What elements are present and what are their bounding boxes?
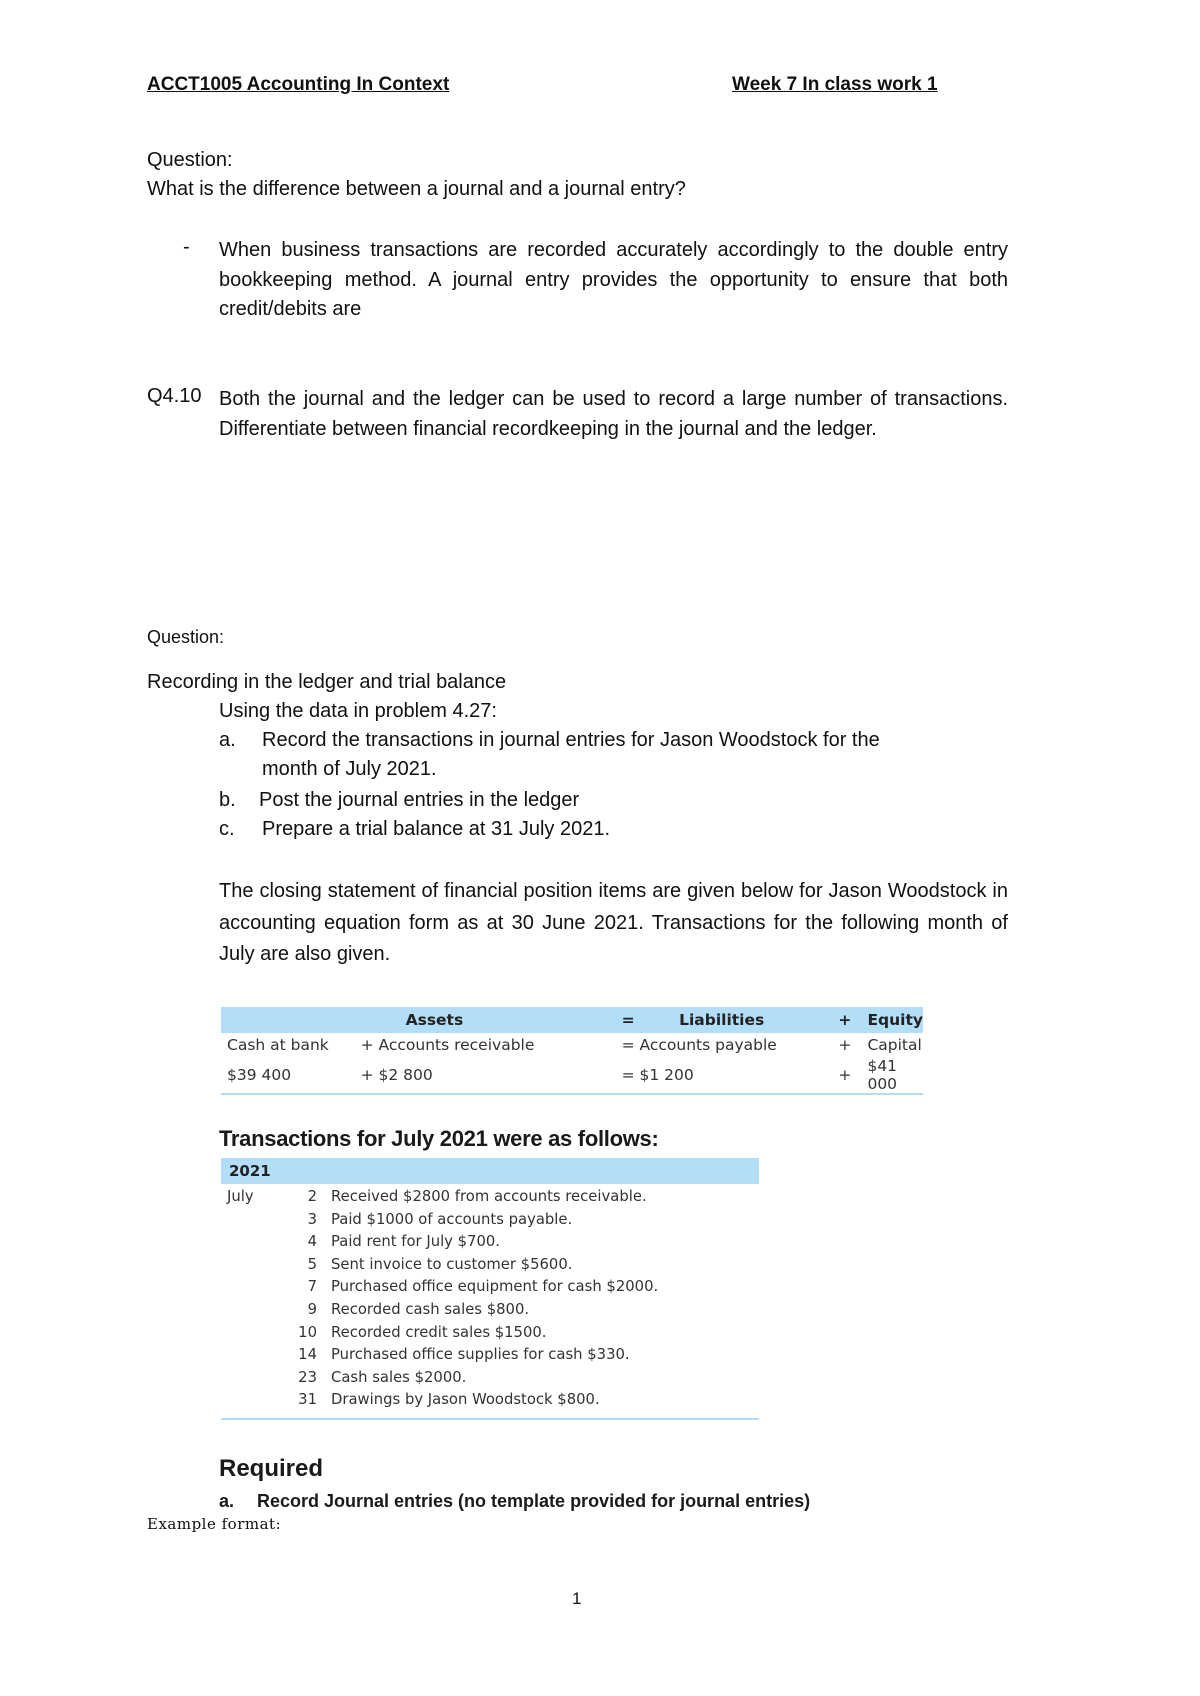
transaction-description: Drawings by Jason Woodstock $800. xyxy=(331,1391,600,1409)
list-text: Record the transactions in journal entries for Jason Woodstock for the xyxy=(262,729,880,751)
table-header-cell: Assets xyxy=(361,1007,622,1033)
question-text-1: What is the difference between a journal and a journal entry? xyxy=(147,178,686,200)
question-title-2: Recording in the ledger and trial balance xyxy=(147,671,507,693)
transactions-title: Transactions for July 2021 were as follows: xyxy=(219,1126,659,1151)
transaction-row xyxy=(221,1209,759,1232)
page-number: 1 xyxy=(572,1589,582,1608)
list-letter: a. xyxy=(219,729,236,751)
course-title: ACCT1005 Accounting In Context xyxy=(147,74,450,95)
list-letter: b. xyxy=(219,789,236,811)
transaction-day: 4 xyxy=(307,1233,317,1251)
answer-dash: - xyxy=(183,236,190,258)
transaction-day: 23 xyxy=(298,1368,317,1386)
table-cell: Cash at bank xyxy=(227,1036,329,1054)
transaction-day: 3 xyxy=(307,1210,317,1228)
transaction-description: Paid rent for July $700. xyxy=(331,1233,501,1251)
transaction-day: 10 xyxy=(298,1323,317,1341)
transaction-description: Purchased office equipment for cash $2000. xyxy=(331,1278,659,1296)
required-title: Required xyxy=(219,1455,324,1482)
answer-text: When business transactions are recorded accurately accordingly to the double entry bookkeeping method. A journal entry provides the opportunity to ensure that both credit/debits are xyxy=(219,239,1008,320)
table-header-cell: Liabilities xyxy=(679,1007,830,1033)
transaction-description: Paid $1000 of accounts payable. xyxy=(331,1210,573,1228)
transaction-row xyxy=(221,1276,759,1299)
list-text: Prepare a trial balance at 31 July 2021. xyxy=(262,818,610,840)
transaction-month: July xyxy=(227,1188,254,1205)
transaction-description: Received $2800 from accounts receivable. xyxy=(331,1188,647,1205)
list-text: month of July 2021. xyxy=(262,758,437,780)
q410-number: Q4.10 xyxy=(147,385,202,407)
list-item xyxy=(0,815,1200,844)
transaction-row xyxy=(221,1344,759,1367)
table-cell: Capital xyxy=(867,1036,922,1054)
transaction-row xyxy=(221,1299,759,1322)
table-row xyxy=(221,1057,923,1094)
list-text: Post the journal entries in the ledger xyxy=(259,789,580,811)
transaction-description: Recorded cash sales $800. xyxy=(331,1300,530,1318)
table-cell: = $1 200 xyxy=(622,1057,831,1094)
table-header-cell: Equity xyxy=(859,1007,923,1033)
transaction-day: 2 xyxy=(307,1188,317,1205)
transaction-row xyxy=(221,1322,759,1345)
table-header-row xyxy=(221,1007,923,1033)
table-cell: $41 000 xyxy=(859,1057,923,1094)
q410-text: Both the journal and the ledger can be used to record a large number of transactions. Differentiate between financial recordkeeping in the journal and the ledger. xyxy=(219,388,1008,440)
transaction-day: 5 xyxy=(307,1255,317,1273)
table-header-cell xyxy=(221,1007,361,1033)
table-cell: $39 400 xyxy=(221,1057,361,1094)
year-label: 2021 xyxy=(229,1162,271,1180)
table-header-cell: + xyxy=(830,1007,859,1033)
list-item xyxy=(0,726,1200,755)
transaction-day: 9 xyxy=(307,1300,317,1318)
table-cell: + xyxy=(838,1036,852,1054)
list-item xyxy=(0,786,1200,815)
transactions-year-header xyxy=(221,1158,759,1184)
example-format-label: Example format: xyxy=(147,1515,282,1533)
transactions-list xyxy=(221,1186,759,1420)
required-letter: a. xyxy=(219,1491,235,1511)
question-label-2: Question: xyxy=(147,627,225,647)
table-row xyxy=(221,1033,923,1057)
transaction-description: Sent invoice to customer $5600. xyxy=(331,1255,573,1273)
table-header-cell: = xyxy=(622,1007,679,1033)
list-letter: c. xyxy=(219,818,235,840)
table-cell: + Accounts receivable xyxy=(360,1036,535,1054)
required-text: Record Journal entries (no template provided for journal entries) xyxy=(257,1491,811,1511)
accounting-equation-table xyxy=(221,1007,923,1095)
transaction-row xyxy=(221,1367,759,1390)
transaction-row xyxy=(221,1231,759,1254)
transaction-description: Purchased office supplies for cash $330. xyxy=(331,1346,630,1364)
transaction-row xyxy=(221,1186,759,1209)
transaction-row xyxy=(221,1254,759,1277)
transaction-description: Recorded credit sales $1500. xyxy=(331,1323,547,1341)
transaction-day: 7 xyxy=(307,1278,317,1296)
intro-paragraph: The closing statement of financial position items are given below for Jason Woodstock in accounting equation form as at 30 June 2021. Transactions for the following month of July are also given. xyxy=(219,880,1008,965)
transaction-day: 31 xyxy=(298,1391,317,1409)
required-item-a xyxy=(219,1491,810,1512)
list-item xyxy=(0,755,1200,784)
transaction-day: 14 xyxy=(298,1346,317,1364)
table-cell: = Accounts payable xyxy=(621,1036,777,1054)
question-label-1: Question: xyxy=(147,149,233,171)
table-cell: + $2 800 xyxy=(361,1057,622,1094)
transaction-row xyxy=(221,1389,759,1412)
week-title: Week 7 In class work 1 xyxy=(732,74,938,95)
table-cell: + xyxy=(830,1057,859,1094)
transaction-description: Cash sales $2000. xyxy=(331,1368,467,1386)
question-intro-2: Using the data in problem 4.27: xyxy=(219,700,497,722)
